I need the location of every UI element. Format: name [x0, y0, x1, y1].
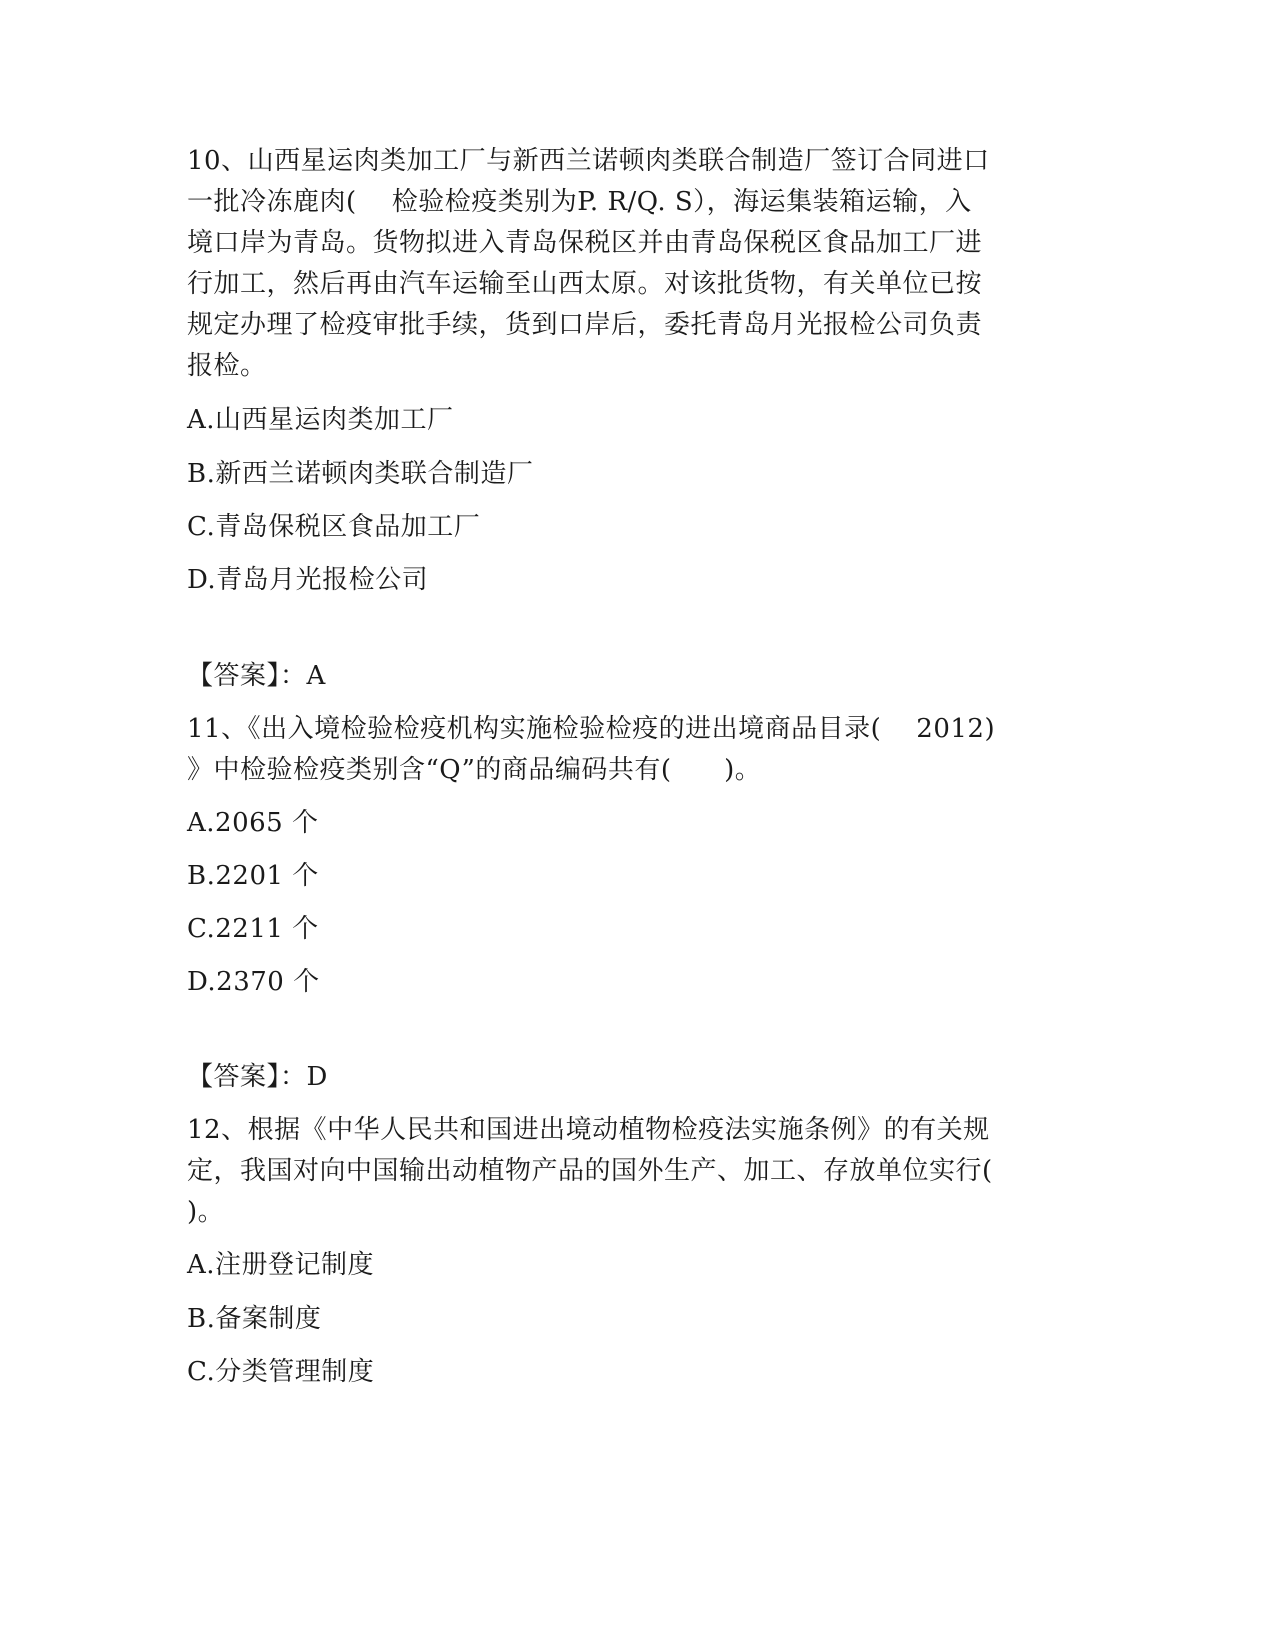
q11-option-a: A.2065 个: [187, 808, 319, 838]
q11-answer: 【答案】：D: [187, 1062, 328, 1092]
q12-stem-line: 12、根据《中华人民共和国进出境动植物检疫法实施条例》的有关规: [187, 1115, 990, 1145]
q12-option-b: B.备案制度: [187, 1304, 322, 1334]
q12-stem-line: )。: [187, 1197, 225, 1227]
q10-stem-line: 一批冷冻鹿肉( 检验检疫类别为P. R/Q. S），海运集装箱运输，入: [187, 187, 972, 217]
q10-option-d: D.青岛月光报检公司: [187, 565, 429, 595]
q11-option-d: D.2370 个: [187, 967, 320, 997]
q12-option-c: C.分类管理制度: [187, 1357, 375, 1387]
q11-stem-line: 11、《出入境检验检疫机构实施检验检疫的进出境商品目录( 2012): [187, 714, 996, 744]
q11-option-b: B.2201 个: [187, 861, 319, 891]
q12-option-a: A.注册登记制度: [187, 1250, 375, 1280]
q10-stem-line: 行加工，然后再由汽车运输至山西太原。对该批货物，有关单位已按: [187, 269, 983, 299]
q10-stem-line: 10、山西星运肉类加工厂与新西兰诺顿肉类联合制造厂签订合同进口: [187, 146, 990, 176]
q10-answer: 【答案】：A: [187, 661, 326, 691]
q10-stem-line: 规定办理了检疫审批手续，货到口岸后，委托青岛月光报检公司负责: [187, 310, 983, 340]
q11-option-c: C.2211 个: [187, 914, 319, 944]
q12-stem-line: 定，我国对向中国输出动植物产品的国外生产、加工、存放单位实行(: [187, 1156, 993, 1186]
q10-option-a: A.山西星运肉类加工厂: [187, 405, 454, 435]
q11-stem-line: 》中检验检疫类别含“Q”的商品编码共有( )。: [187, 755, 762, 785]
q10-stem-line: 境口岸为青岛。货物拟进入青岛保税区并由青岛保税区食品加工厂进: [187, 228, 983, 258]
q10-option-b: B.新西兰诺顿肉类联合制造厂: [187, 459, 534, 489]
q10-stem-line: 报检。: [187, 351, 267, 381]
q10-option-c: C.青岛保税区食品加工厂: [187, 512, 481, 542]
